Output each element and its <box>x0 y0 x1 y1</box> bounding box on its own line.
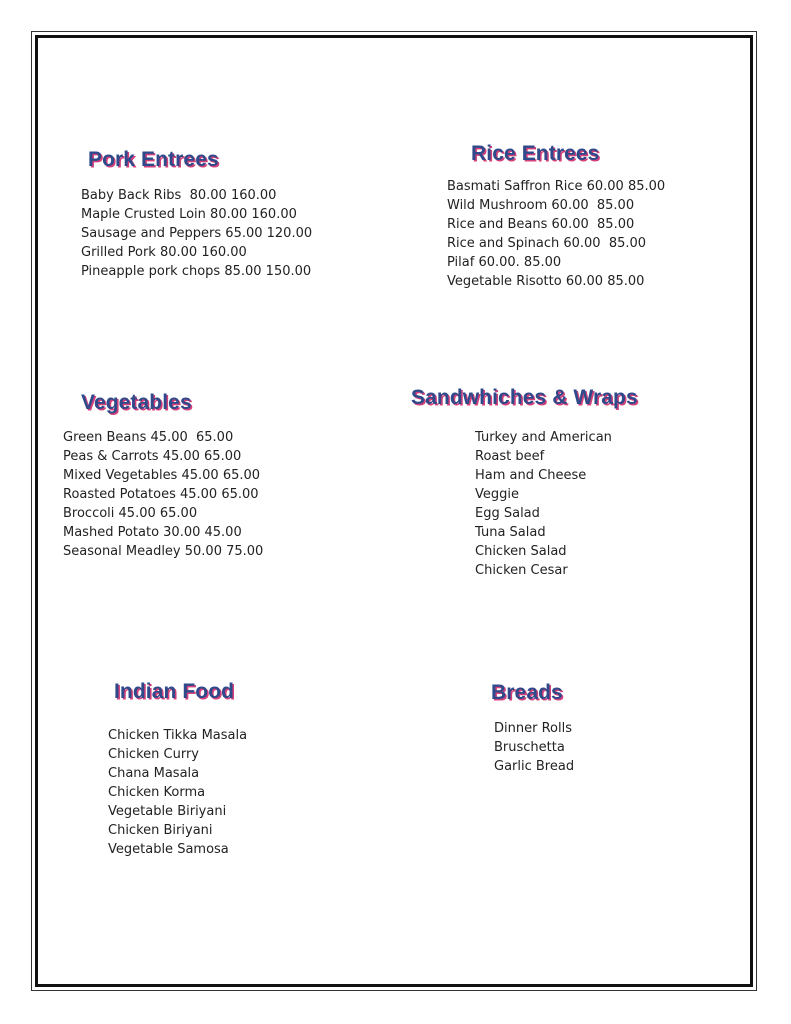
menu-item: Mixed Vegetables 45.00 65.00 <box>63 468 261 483</box>
menu-item: Basmati Saffron Rice 60.00 85.00 <box>447 179 666 194</box>
menu-item: Peas & Carrots 45.00 65.00 <box>63 449 242 464</box>
menu-item: Roasted Potatoes 45.00 65.00 <box>63 487 259 502</box>
menu-item: Green Beans 45.00 65.00 <box>63 430 234 445</box>
menu-item: Mashed Potato 30.00 45.00 <box>63 525 242 540</box>
menu-item: Tuna Salad <box>475 525 546 540</box>
menu-item: Chicken Cesar <box>475 563 568 578</box>
menu-item: Chicken Tikka Masala <box>108 728 248 743</box>
pork-entrees-heading: Pork Entrees <box>88 148 219 171</box>
pork-entrees-list <box>81 186 312 281</box>
menu-item: Egg Salad <box>475 506 540 521</box>
rice-entrees-list <box>447 177 665 291</box>
menu-item: Chicken Korma <box>108 785 206 800</box>
menu-item: Chicken Biriyani <box>108 823 213 838</box>
sandwiches-wraps-list <box>475 428 612 580</box>
menu-item: Rice and Beans 60.00 85.00 <box>447 217 635 232</box>
breads-heading: Breads <box>491 681 563 704</box>
vegetables-heading: Vegetables <box>81 391 192 414</box>
menu-item: Wild Mushroom 60.00 85.00 <box>447 198 635 213</box>
menu-item: Rice and Spinach 60.00 85.00 <box>447 236 647 251</box>
menu-item: Veggie <box>475 487 519 502</box>
menu-item: Broccoli 45.00 65.00 <box>63 506 198 521</box>
menu-item: Bruschetta <box>494 740 565 755</box>
menu-item: Chana Masala <box>108 766 200 781</box>
indian-food-list <box>108 726 247 859</box>
menu-item: Pilaf 60.00. 85.00 <box>447 255 562 270</box>
menu-item: Grilled Pork 80.00 160.00 <box>81 245 247 260</box>
breads-list <box>494 719 574 776</box>
menu-item: Turkey and American <box>475 430 612 445</box>
menu-item: Garlic Bread <box>494 759 575 774</box>
menu-item: Maple Crusted Loin 80.00 160.00 <box>81 207 297 222</box>
menu-item: Chicken Salad <box>475 544 567 559</box>
menu-item: Vegetable Biriyani <box>108 804 227 819</box>
menu-item: Vegetable Samosa <box>108 842 229 857</box>
vegetables-list <box>63 428 263 561</box>
menu-item: Ham and Cheese <box>475 468 587 483</box>
menu-item: Chicken Curry <box>108 747 199 762</box>
menu-item: Dinner Rolls <box>494 721 572 736</box>
rice-entrees-heading: Rice Entrees <box>471 142 600 165</box>
menu-item: Pineapple pork chops 85.00 150.00 <box>81 264 312 279</box>
menu-item: Sausage and Peppers 65.00 120.00 <box>81 226 313 241</box>
menu-item: Baby Back Ribs 80.00 160.00 <box>81 188 277 203</box>
indian-food-heading: Indian Food <box>114 680 235 703</box>
menu-item: Roast beef <box>475 449 545 464</box>
sandwiches-wraps-heading: Sandwhiches & Wraps <box>411 386 638 409</box>
menu-item: Vegetable Risotto 60.00 85.00 <box>447 274 645 289</box>
menu-item: Seasonal Meadley 50.00 75.00 <box>63 544 264 559</box>
